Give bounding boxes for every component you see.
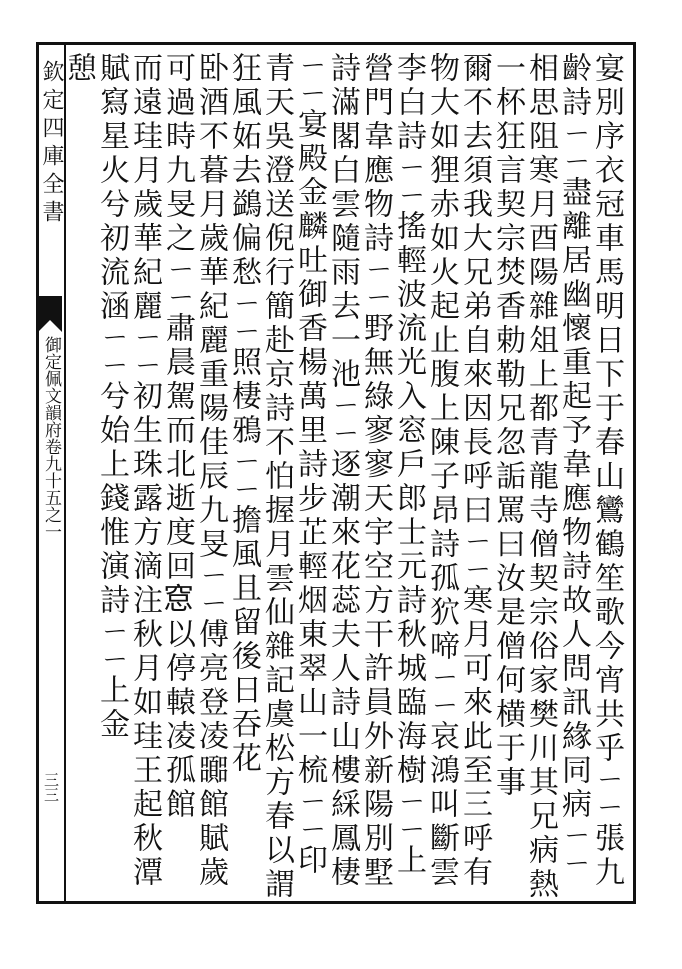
text-column: 賦寫星火兮初流涵ㄧㄧ兮始上錢惟演詩ㄧㄧ上金 [94, 52, 129, 742]
text-column: 一杯狂言契宗焚香勅勒兄忽詬罵曰汝是僧何横于事 [490, 52, 525, 800]
text-column: 齡詩ㄧㄧ盡離居幽懷重起予韋應物詩故人問訊緣同病ㄧㄧ [556, 52, 591, 878]
text-column: 李白詩ㄧㄧ搖輕波流光入窓戶郎士元詩秋城臨海樹ㄧㄧ上 [391, 52, 426, 878]
text-column: 宴別序衣冠車馬明日下于春山鸞鶴笙歌今宵共乎ㄧㄧ張九 [589, 52, 624, 890]
text-column: 物大如狸赤如火起止腹上陳子昂詩孤狖啼ㄧㄧ哀鴻叫斷雲 [424, 52, 459, 890]
spine-title: 欽定四庫全書 [39, 60, 64, 228]
text-column: 相思阻寒月酉陽雜俎上都青龍寺僧契宗俗家樊川其兄病熱 [523, 52, 558, 902]
text-column: 可過時九旻之ㄧㄧ肅晨駕而北逝度回𥦗以停轅凌孤館 [160, 52, 195, 822]
text-column: 狂風妬去鷁偏愁ㄧㄧ照棲鴉ㄧㄧ擔風且留後日吞花 [226, 52, 261, 776]
text-column: 青天吳澄送倪行簡赴京詩不怕握月雲仙雜記虞松方春以謂 [259, 52, 294, 902]
spine-subtitle: 御定佩文韻府卷九十五之一 [41, 336, 61, 540]
text-column: 營門韋應物詩ㄧㄧ野無綠寥寥天宇空方干許員外新陽別墅 [358, 52, 393, 890]
text-column: 而遠珪月歲華紀麗ㄧㄧ初生珠露方滴注秋月如珪王起秋潭 [127, 52, 162, 890]
text-column: 爾不去須我大兄弟自來因長呼曰ㄧㄧ寒月可來此至三呼有 [457, 52, 492, 890]
text-column: ㄧㄧ宴殿金麟吐御香楊萬里詩步芷輕烟東翠山一梳ㄧㄧ印 [292, 52, 327, 878]
page-number: 三三 [42, 772, 60, 802]
text-column: 詩滿閣白雲隨雨去一池ㄧㄧ逐潮來花蕊夫人詩山樓綵鳳棲 [325, 52, 360, 890]
text-column: 憩 [61, 52, 96, 86]
text-column: 卧酒不暮月歲華紀麗重陽佳辰九旻ㄧㄧ傅亮登凌嚻館賦歲 [193, 52, 228, 890]
